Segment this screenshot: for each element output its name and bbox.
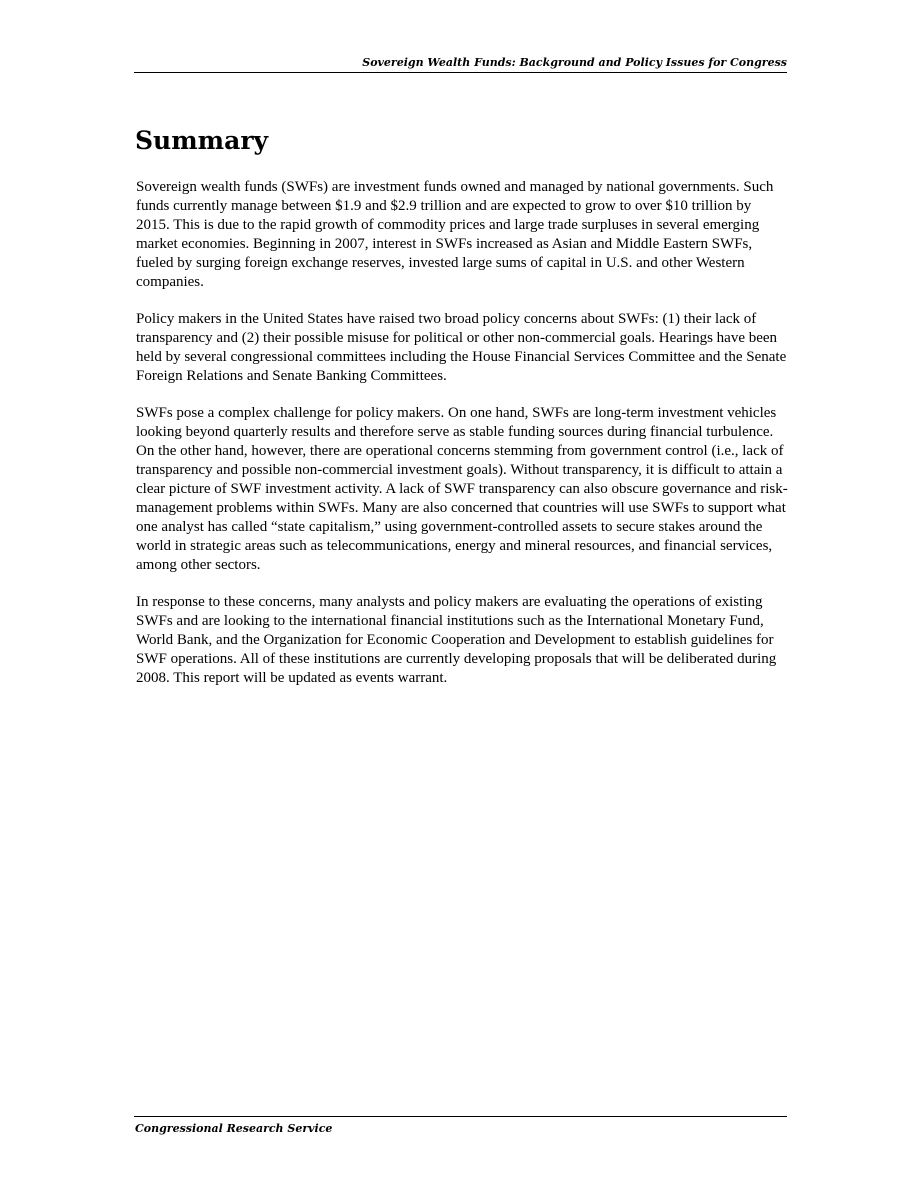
summary-body xyxy=(136,178,788,706)
footer-divider xyxy=(134,1116,787,1117)
header-divider xyxy=(134,72,787,73)
section-title: Summary xyxy=(135,126,269,155)
running-header: Sovereign Wealth Funds: Background and Policy Issues for Congress xyxy=(362,56,787,69)
paragraph: Sovereign wealth funds (SWFs) are investment funds owned and managed by national governments. Such funds currently manage between $1.9 and $2.9 trillion and are expected to grow to over $10 trillion by 2015. This is due to the rapid growth of commodity prices and large trade surpluses in several emerging market economies. Beginning in 2007, interest in SWFs increased as Asian and Middle Eastern SWFs, fueled by surging foreign exchange reserves, invested large sums of capital in U.S. and other Western companies. xyxy=(136,179,774,290)
running-footer: Congressional Research Service xyxy=(135,1122,333,1135)
paragraph: SWFs pose a complex challenge for policy makers. On one hand, SWFs are long-term investment vehicles looking beyond quarterly results and therefore serve as stable funding sources during financial turbulence. On the other hand, however, there are operational concerns stemming from government control (i.e., lack of transparency and possible non-commercial investment goals). Without transparency, it is difficult to attain a clear picture of SWF investment activity. A lack of SWF transparency can also obscure governance and risk-management problems within SWFs. Many are also concerned that countries will use SWFs to support what one analyst has called “state capitalism,” using government-controlled assets to secure stakes around the world in strategic areas such as telecommunications, energy and mineral resources, and financial services, among other sectors. xyxy=(136,405,788,573)
paragraph: Policy makers in the United States have raised two broad policy concerns about SWFs: (1) their lack of transparency and (2) their possible misuse for political or other non-commercial goals. Hearings have been held by several congressional committees including the House Financial Services Committee and the Senate Foreign Relations and Senate Banking Committees. xyxy=(136,311,787,384)
paragraph: In response to these concerns, many analysts and policy makers are evaluating the operations of existing SWFs and are looking to the international financial institutions such as the International Monetary Fund, World Bank, and the Organization for Economic Cooperation and Development to establish guidelines for SWF operations. All of these institutions are currently developing proposals that will be deliberated during 2008. This report will be updated as events warrant. xyxy=(136,594,777,686)
